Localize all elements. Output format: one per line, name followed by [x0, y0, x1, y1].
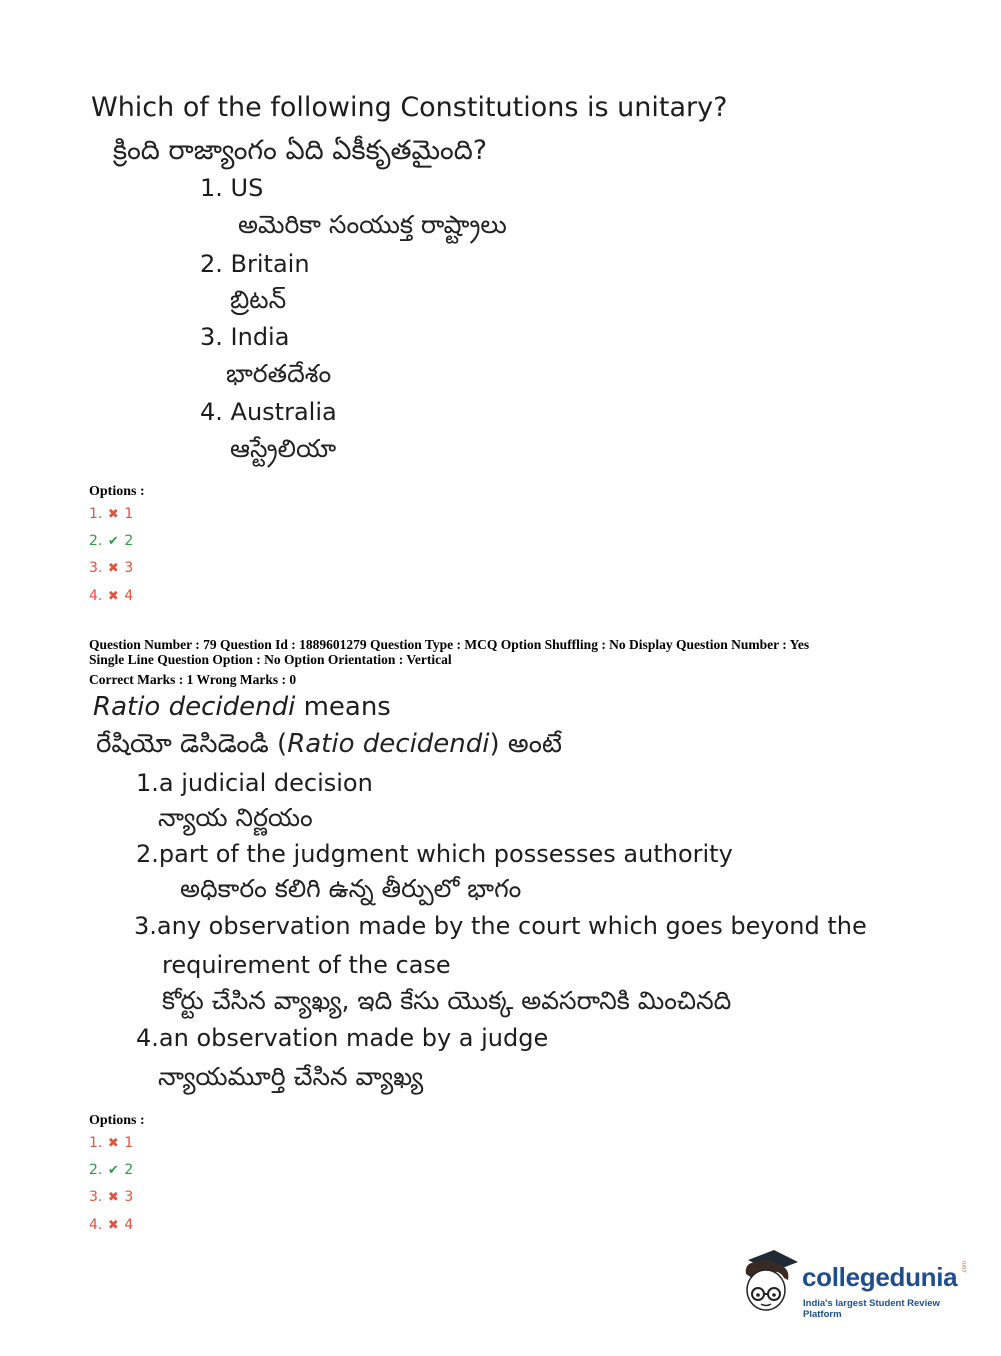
- q78-answer-row-3: [89, 560, 133, 576]
- q79-meta-line-2: Single Line Question Option : No Option Orientation : Vertical: [89, 652, 452, 667]
- cross-icon: ✖: [107, 1217, 119, 1233]
- question-79-telugu-b: ) అంటే: [489, 729, 562, 759]
- q79-meta-line-1: Question Number : 79 Question Id : 1889601279 Question Type : MCQ Option Shuffling : No Display Question Number : Yes: [89, 637, 810, 652]
- answer-number: 1.: [89, 506, 103, 522]
- q79-option-4-english: 4.an observation made by a judge: [136, 1024, 549, 1052]
- q79-option-3-english: 3.any observation made by the court which goes beyond the: [134, 912, 867, 940]
- question-79-telugu-italic: Ratio decidendi: [287, 729, 490, 759]
- logo-domain-suffix: .com: [962, 1260, 968, 1274]
- logo-wordmark: collegedunia: [802, 1262, 958, 1292]
- q78-option-1-english: 1. US: [200, 174, 264, 202]
- cross-icon: ✖: [107, 588, 119, 604]
- collegedunia-logo: [740, 1248, 970, 1318]
- q79-option-4-telugu: న్యాయమూర్తి చేసిన వ్యాఖ్య: [158, 1062, 424, 1091]
- q79-answer-row-4: [89, 1217, 133, 1233]
- question-79-telugu-a: రేషియో డెసిడెండి (: [96, 729, 288, 759]
- q79-option-1-english: 1.a judicial decision: [136, 769, 373, 797]
- q79-option-3-telugu: కోర్టు చేసిన వ్యాఖ్య, ఇది కేసు యొక్క అవసరానికి మించినది: [162, 986, 732, 1015]
- answer-number: 2.: [89, 533, 103, 549]
- mascot-icon: [740, 1248, 802, 1318]
- q78-option-2-english: 2. Britain: [200, 250, 310, 278]
- question-78-telugu: క్రింది రాజ్యాంగం ఏది ఏకీకృతమైంది?: [113, 135, 488, 166]
- q78-option-1-telugu: అమెరికా సంయుక్త రాష్ట్రాలు: [238, 210, 507, 239]
- cross-icon: ✖: [107, 1189, 119, 1205]
- answer-value: 4: [124, 588, 134, 604]
- answer-value: 3: [124, 560, 134, 576]
- q78-option-4-telugu: ఆస్ట్రేలియా: [230, 434, 337, 463]
- q78-option-3-english: 3. India: [200, 323, 290, 351]
- answer-number: 3.: [89, 1189, 103, 1205]
- q79-option-3-english-cont: requirement of the case: [162, 951, 451, 979]
- q79-answer-row-3: [89, 1189, 133, 1205]
- check-icon: ✔: [107, 1162, 119, 1178]
- answer-number: 3.: [89, 560, 103, 576]
- answer-number: 2.: [89, 1162, 103, 1178]
- answer-number: 4.: [89, 1217, 103, 1233]
- answer-value: 1: [124, 1135, 134, 1151]
- q79-answer-row-1: [89, 1135, 133, 1151]
- question-78-english: Which of the following Constitutions is unitary?: [91, 92, 728, 123]
- q78-option-2-telugu: బ్రిటన్: [230, 285, 287, 314]
- q79-meta-line-3: Correct Marks : 1 Wrong Marks : 0: [89, 672, 297, 687]
- q78-answer-row-1: [89, 506, 133, 522]
- answer-number: 1.: [89, 1135, 103, 1151]
- question-79-italic-term: Ratio decidendi: [93, 692, 296, 722]
- logo-tagline: India's largest Student Review Platform: [803, 1298, 940, 1320]
- q79-option-2-telugu: అధికారం కలిగి ఉన్న తీర్పులో భాగం: [180, 874, 522, 903]
- q78-options-label: Options :: [89, 484, 145, 499]
- q78-answer-row-2: [89, 533, 133, 549]
- answer-value: 4: [124, 1217, 134, 1233]
- q79-option-2-english: 2.part of the judgment which possesses authority: [136, 840, 733, 868]
- cross-icon: ✖: [107, 1135, 119, 1151]
- check-icon: ✔: [107, 533, 119, 549]
- q79-options-label: Options :: [89, 1113, 145, 1128]
- answer-value: 2: [124, 1162, 134, 1178]
- cross-icon: ✖: [107, 560, 119, 576]
- q78-option-4-english: 4. Australia: [200, 398, 337, 426]
- answer-value: 3: [124, 1189, 134, 1205]
- answer-value: 1: [124, 506, 134, 522]
- cross-icon: ✖: [107, 506, 119, 522]
- question-79-rest: means: [295, 692, 391, 722]
- question-79-english: [93, 692, 391, 722]
- q79-answer-row-2: [89, 1162, 133, 1178]
- q78-answer-row-4: [89, 588, 133, 604]
- question-79-telugu: [96, 729, 562, 765]
- answer-number: 4.: [89, 588, 103, 604]
- q78-option-3-telugu: భారతదేశం: [226, 359, 332, 388]
- answer-value: 2: [124, 533, 134, 549]
- q79-option-1-telugu: న్యాయ నిర్ణయం: [158, 803, 313, 832]
